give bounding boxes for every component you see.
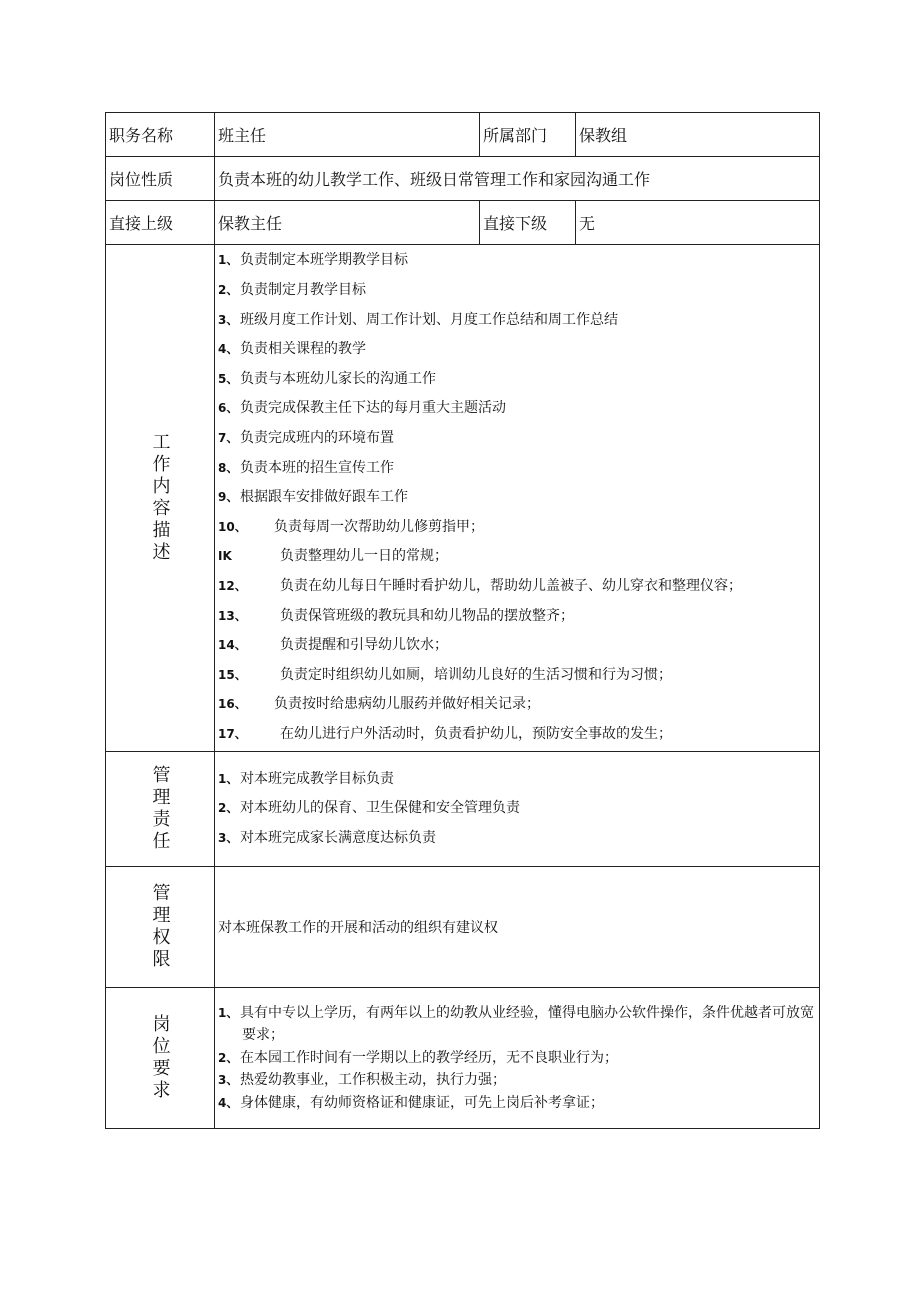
item-number: 17、 bbox=[218, 726, 247, 741]
list-item bbox=[218, 1092, 819, 1115]
item-text: 在本园工作时间有一学期以上的教学经历，无不良职业行为； bbox=[240, 1049, 618, 1066]
item-number: 8、 bbox=[218, 460, 239, 475]
item-text: 具有中专以上学历，有两年以上的幼教从业经验，懂得电脑办公软件操作，条件优越者可放宽要求； bbox=[240, 1004, 814, 1044]
superior-value: 保教主任 bbox=[215, 201, 480, 245]
title-value: 班主任 bbox=[215, 113, 480, 157]
item-text: 在幼儿进行户外活动时，负责看护幼儿，预防安全事故的发生； bbox=[280, 725, 672, 742]
item-text: 负责按时给患病幼儿服药并做好相关记录； bbox=[274, 696, 540, 713]
requirements-label: 岗位要求 bbox=[152, 1014, 171, 1101]
item-text: 负责定时组织幼儿如厕，培训幼儿良好的生活习惯和行为习惯； bbox=[280, 666, 672, 683]
list-item bbox=[218, 1002, 819, 1047]
item-text: 负责制定本班学期教学目标 bbox=[240, 252, 408, 269]
item-number: 13、 bbox=[218, 608, 247, 623]
item-number: 6、 bbox=[218, 401, 239, 416]
item-number: 2、 bbox=[218, 1050, 239, 1065]
item-number: 16、 bbox=[218, 697, 247, 712]
description-list bbox=[218, 246, 819, 749]
list-item bbox=[218, 454, 819, 484]
authority-text: 对本班保教工作的开展和活动的组织有建议权 bbox=[215, 867, 820, 988]
item-text: 负责完成班内的环境布置 bbox=[240, 430, 394, 447]
list-item bbox=[218, 824, 819, 854]
list-item bbox=[218, 794, 819, 824]
item-number: 4、 bbox=[218, 1095, 239, 1110]
list-item bbox=[218, 661, 819, 691]
item-text: 根据跟车安排做好跟车工作 bbox=[240, 489, 408, 506]
item-text: 热爱幼教事业，工作积极主动，执行力强； bbox=[240, 1072, 506, 1089]
authority-row bbox=[106, 867, 820, 988]
item-number: 15、 bbox=[218, 667, 247, 682]
title-row bbox=[106, 113, 820, 157]
list-item bbox=[218, 1047, 819, 1070]
list-item bbox=[218, 690, 819, 720]
item-number: IK bbox=[218, 549, 232, 564]
item-text: 负责保管班级的教玩具和幼儿物品的摆放整齐； bbox=[280, 607, 574, 624]
list-item bbox=[218, 602, 819, 632]
item-text: 对本班完成家长满意度达标负责 bbox=[240, 829, 436, 846]
list-item bbox=[218, 276, 819, 306]
item-text: 负责制定月教学目标 bbox=[240, 282, 366, 299]
item-text: 班级月度工作计划、周工作计划、月度工作总结和周工作总结 bbox=[240, 311, 618, 328]
list-item bbox=[218, 631, 819, 661]
item-text: 负责整理幼儿一日的常规； bbox=[280, 548, 448, 565]
item-text: 负责每周一次帮助幼儿修剪指甲； bbox=[274, 518, 484, 535]
subordinate-label: 直接下级 bbox=[480, 201, 576, 245]
nature-label: 岗位性质 bbox=[106, 157, 215, 201]
item-text: 对本班幼儿的保育、卫生保健和安全管理负责 bbox=[240, 800, 520, 817]
list-item bbox=[218, 1069, 819, 1092]
responsibility-content bbox=[215, 752, 820, 867]
item-text: 对本班完成教学目标负责 bbox=[240, 770, 394, 787]
list-item bbox=[218, 765, 819, 795]
item-text: 负责相关课程的教学 bbox=[240, 341, 366, 358]
item-number: 2、 bbox=[218, 801, 239, 816]
requirements-list bbox=[218, 1002, 819, 1115]
item-text: 负责本班的招生宣传工作 bbox=[240, 459, 394, 476]
list-item bbox=[218, 335, 819, 365]
description-label: 工作内容描述 bbox=[152, 432, 171, 563]
list-item bbox=[218, 513, 819, 543]
responsibility-list bbox=[218, 765, 819, 854]
reporting-row bbox=[106, 201, 820, 245]
title-label: 职务名称 bbox=[106, 113, 215, 157]
item-text: 负责与本班幼儿家长的沟通工作 bbox=[240, 370, 436, 387]
nature-row bbox=[106, 157, 820, 201]
list-item bbox=[218, 246, 819, 276]
item-number: 1、 bbox=[218, 771, 239, 786]
item-number: 4、 bbox=[218, 342, 239, 357]
description-label-cell bbox=[106, 245, 215, 752]
dept-value: 保教组 bbox=[576, 113, 820, 157]
item-number: 1、 bbox=[218, 1005, 239, 1020]
list-item bbox=[218, 572, 819, 602]
item-text: 负责提醒和引导幼儿饮水； bbox=[280, 637, 448, 654]
responsibility-label-cell bbox=[106, 752, 215, 867]
responsibility-row bbox=[106, 752, 820, 867]
requirements-label-cell bbox=[106, 988, 215, 1129]
subordinate-value: 无 bbox=[576, 201, 820, 245]
item-number: 9、 bbox=[218, 490, 239, 505]
item-number: 3、 bbox=[218, 830, 239, 845]
superior-label: 直接上级 bbox=[106, 201, 215, 245]
item-number: 2、 bbox=[218, 283, 239, 298]
item-number: 14、 bbox=[218, 638, 247, 653]
description-content bbox=[215, 245, 820, 752]
description-row bbox=[106, 245, 820, 752]
dept-label: 所属部门 bbox=[480, 113, 576, 157]
job-description-table bbox=[105, 112, 820, 1129]
list-item bbox=[218, 424, 819, 454]
item-number: 1、 bbox=[218, 253, 239, 268]
nature-value: 负责本班的幼儿教学工作、班级日常管理工作和家园沟通工作 bbox=[215, 157, 820, 201]
list-item bbox=[218, 483, 819, 513]
item-text: 负责完成保教主任下达的每月重大主题活动 bbox=[240, 400, 506, 417]
item-text: 身体健康，有幼师资格证和健康证，可先上岗后补考拿证； bbox=[240, 1094, 604, 1111]
list-item bbox=[218, 720, 819, 750]
item-number: 5、 bbox=[218, 371, 239, 386]
responsibility-label: 管理责任 bbox=[152, 765, 171, 852]
authority-label: 管理权限 bbox=[152, 883, 171, 970]
list-item bbox=[218, 542, 819, 572]
item-number: 3、 bbox=[218, 1073, 239, 1088]
item-number: 12、 bbox=[218, 578, 247, 593]
item-number: 7、 bbox=[218, 431, 239, 446]
requirements-content bbox=[215, 988, 820, 1129]
list-item bbox=[218, 394, 819, 424]
requirements-row bbox=[106, 988, 820, 1129]
item-text: 负责在幼儿每日午睡时看护幼儿，帮助幼儿盖被子、幼儿穿衣和整理仪容； bbox=[280, 577, 742, 594]
list-item bbox=[218, 306, 819, 336]
item-number: 10、 bbox=[218, 519, 247, 534]
authority-label-cell bbox=[106, 867, 215, 988]
item-number: 3、 bbox=[218, 312, 239, 327]
list-item bbox=[218, 365, 819, 395]
